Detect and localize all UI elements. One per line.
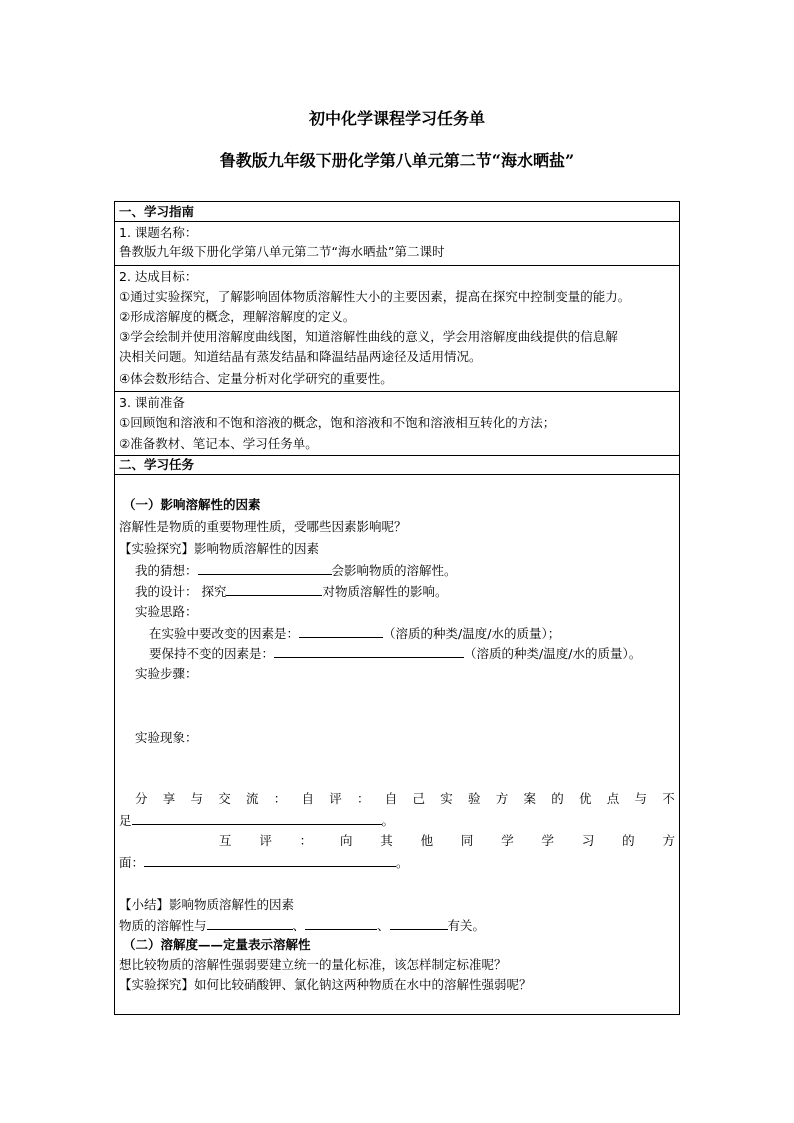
change-options: （溶质的种类/温度/水的质量）； [383, 626, 561, 641]
task-table [114, 201, 680, 1015]
share-char: 案 [523, 791, 537, 806]
topic-label: 1. 课题名称： [119, 225, 198, 240]
peer-char: 评 [259, 833, 272, 848]
peer-review-blank[interactable] [144, 853, 396, 867]
share-char: 分 [135, 791, 148, 806]
design-label: 我的设计： 探究 [135, 584, 227, 599]
peer-char: 他 [420, 833, 434, 848]
row-divider [115, 474, 679, 475]
peer-char: 学 [541, 833, 555, 848]
period: 。 [381, 813, 395, 828]
share-char: 与 [634, 791, 648, 806]
share-char: ： [357, 791, 370, 806]
experiment-2 [119, 976, 532, 994]
share-char: 享 [162, 791, 176, 806]
idea-label: 实验思路： [135, 604, 198, 619]
share-char: 流 [246, 791, 259, 806]
share-char: 不 [662, 791, 675, 806]
topic-value: 鲁教版九年级下册化学第八单元第二节“海水晒盐”第二课时 [119, 244, 445, 259]
factor-blank-2[interactable] [305, 916, 377, 930]
experiment-1 [119, 540, 319, 558]
keep-blank[interactable] [274, 644, 464, 658]
peer-char: 习 [581, 833, 595, 848]
peer-char: 学 [501, 833, 514, 848]
share-char: 点 [606, 791, 620, 806]
peer-char: 其 [380, 833, 393, 848]
separator: 、 [377, 918, 390, 933]
factor-blank-3[interactable] [390, 916, 448, 930]
page-title: 初中化学课程学习任务单 [308, 109, 485, 128]
share-char: ： [273, 791, 287, 806]
peer-char: 方 [662, 833, 675, 848]
peer-char: 向 [339, 833, 353, 848]
peer-char: 同 [460, 833, 474, 848]
change-label: 在实验中要改变的因素是： [149, 626, 300, 641]
summary [119, 896, 294, 914]
share-char: 实 [440, 791, 453, 806]
experiment-text: 如何比较硝酸钾、氯化钠这两种物质在水中的溶解性强弱呢？ [194, 977, 532, 992]
peer-review-end: 面： [119, 855, 145, 870]
separator: 、 [292, 918, 306, 933]
goal-3-cont: 决相关问题。知道结晶有蒸发结晶和降温结晶两途径及适用情况。 [119, 349, 482, 364]
share-char: 自 [384, 791, 398, 806]
prep-1: ①回顾饱和溶液和不饱和溶液的概念，饱和溶液和不饱和溶液相互转化的方法； [119, 415, 556, 430]
design-line [135, 582, 448, 601]
peer-char: 的 [622, 833, 635, 848]
share-line [135, 790, 675, 808]
peer-char: ： [299, 833, 313, 848]
share-char: 与 [190, 791, 204, 806]
share-char: 交 [218, 791, 231, 806]
design-suffix: 对物质溶解性的影响。 [322, 584, 448, 599]
factor-blank-1[interactable] [207, 916, 293, 930]
self-review-end: 足 [119, 813, 132, 828]
prep-label: 3. 课前准备 [119, 395, 185, 410]
experiment-tag: 【实验探究】 [119, 541, 195, 556]
design-blank[interactable] [226, 582, 322, 596]
prep-2: ②准备教材、笔记本、学习任务单。 [119, 436, 318, 451]
part2-title: （二）溶解度——定量表示溶解性 [123, 937, 311, 952]
share-char: 评 [329, 791, 342, 806]
experiment-text: 影响物质溶解性的因素 [194, 541, 320, 556]
summary-suffix: 有关。 [447, 918, 486, 933]
row-divider [115, 391, 679, 392]
keep-options: （溶质的种类/温度/水的质量）。 [464, 646, 642, 661]
share-char: 自 [301, 791, 315, 806]
goal-2: ②形成溶解度的概念，理解溶解度的定义。 [119, 309, 356, 324]
experiment-tag: 【实验探究】 [119, 977, 195, 992]
peer-review-end-line [119, 853, 409, 872]
change-line [149, 624, 560, 643]
goal-1: ①通过实验探究，了解影响固体物质溶解性大小的主要因素，提高在探究中控制变量的能力。 [119, 289, 631, 304]
share-char: 优 [579, 791, 592, 806]
goals-label: 2. 达成目标： [119, 269, 198, 284]
share-char: 己 [412, 791, 426, 806]
self-review-blank[interactable] [132, 811, 382, 825]
goal-4: ④体会数形结合、定量分析对化学研究的重要性。 [119, 371, 393, 386]
summary-line [119, 916, 485, 935]
guess-suffix: 会影响物质的溶解性。 [331, 563, 457, 578]
part1-title: （一）影响溶解性的因素 [123, 497, 261, 512]
steps-label: 实验步骤： [135, 666, 198, 681]
period: 。 [396, 855, 409, 870]
share-char: 的 [551, 791, 564, 806]
section-header-tasks: 二、学习任务 [119, 457, 195, 472]
phenomena-label: 实验现象： [135, 730, 198, 745]
row-divider [115, 221, 679, 222]
share-char: 方 [495, 791, 509, 806]
keep-label: 要保持不变的因素是： [149, 646, 275, 661]
keep-line [149, 644, 641, 663]
summary-tag: 【小结】 [119, 897, 170, 912]
row-divider [115, 455, 679, 456]
row-divider [115, 265, 679, 266]
guess-blank[interactable] [198, 561, 332, 575]
summary-text: 影响物质溶解性的因素 [169, 897, 295, 912]
page-subtitle: 鲁教版九年级下册化学第八单元第二节“海水晒盐” [219, 151, 575, 170]
share-char: 验 [468, 791, 481, 806]
peer-char: 互 [219, 833, 232, 848]
question-2: 想比较物质的溶解性强弱要建立统一的量化标准，该怎样制定标准呢？ [119, 957, 507, 972]
section-header-guide: 一、学习指南 [119, 204, 195, 219]
guess-line [135, 561, 457, 580]
guess-label: 我的猜想： [135, 563, 198, 578]
change-blank[interactable] [299, 624, 383, 638]
goal-3: ③学会绘制并使用溶解度曲线图，知道溶解性曲线的意义，学会用溶解度曲线提供的信息解 [119, 329, 618, 344]
summary-prefix: 物质的溶解性与 [119, 918, 207, 933]
question-1: 溶解性是物质的重要物理性质，受哪些因素影响呢？ [119, 519, 407, 534]
self-review-line [119, 811, 394, 830]
peer-review-line [219, 832, 675, 850]
